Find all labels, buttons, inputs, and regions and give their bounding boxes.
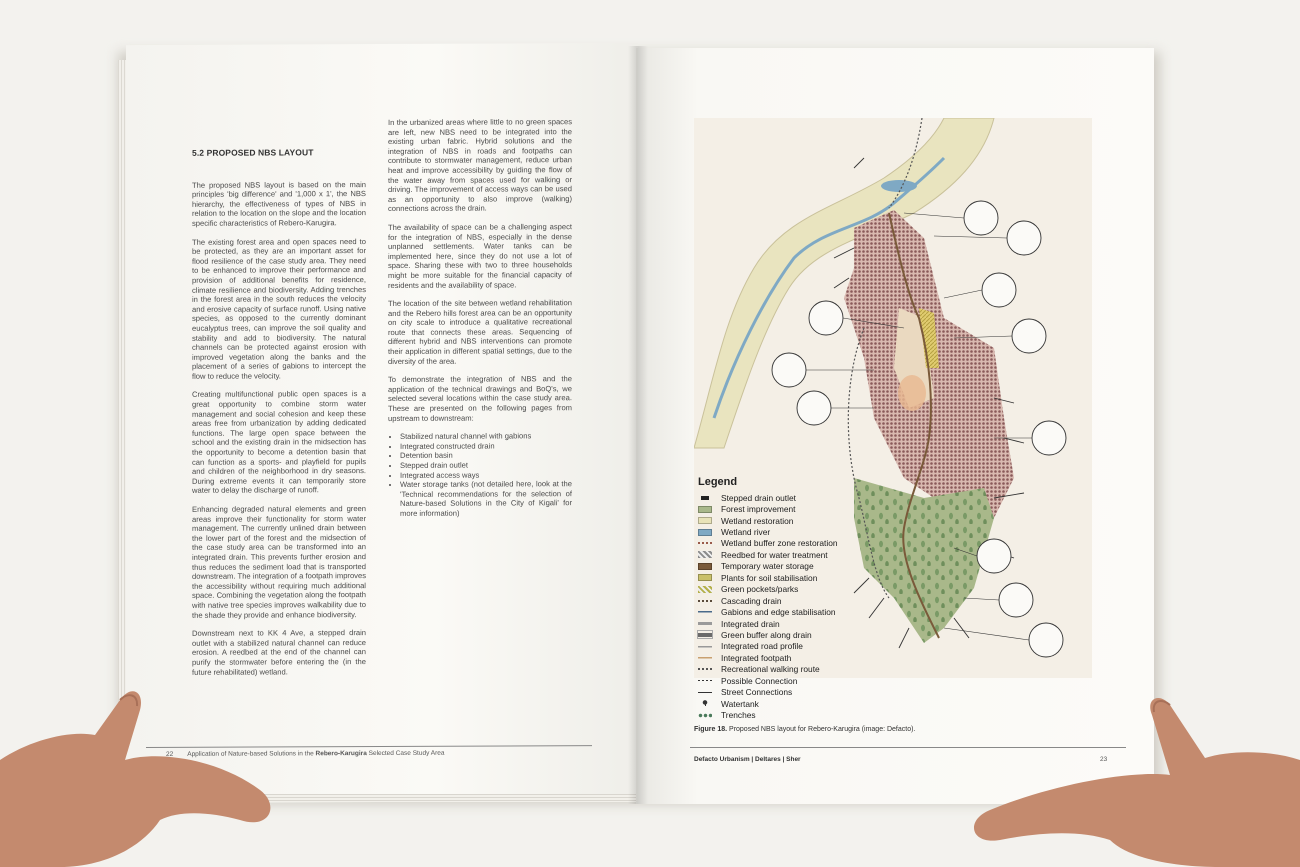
paragraph: Downstream next to KK 4 Ave, a stepped drain outlet with a stabilized natural channel can reduce erosion. A reedbed at the end of the channel can purify the stormwater before entering the (in the future rehabilitated) wetland.	[192, 628, 366, 677]
legend-item	[698, 709, 888, 720]
legend-swatch	[698, 597, 712, 604]
legend-swatch	[698, 700, 712, 707]
wetland-pond	[881, 180, 917, 192]
legend-label: Plants for soil stabilisation	[721, 572, 818, 583]
legend-item	[698, 629, 888, 640]
legend-label: Wetland river	[721, 527, 771, 538]
list-item: • Integrated constructed drain	[400, 441, 572, 451]
legend-swatch	[698, 666, 712, 673]
legend-item	[698, 549, 888, 560]
legend-item	[698, 698, 888, 709]
legend-swatch	[698, 677, 712, 684]
footer-text: Selected Case Study Area	[366, 749, 445, 758]
legend-title: Legend	[698, 476, 738, 488]
legend-label: Street Connections	[721, 687, 793, 698]
legend-label: Integrated road profile	[721, 641, 803, 652]
legend-swatch	[698, 620, 712, 627]
legend-swatch	[698, 529, 712, 536]
legend-swatch	[698, 494, 712, 501]
legend-label: Reedbed for water treatment	[721, 549, 828, 560]
legend-label: Wetland restoration	[721, 515, 794, 526]
legend-swatch	[698, 586, 712, 593]
legend-item	[698, 515, 888, 526]
legend-swatch	[698, 654, 712, 661]
legend-label: Green pockets/parks	[721, 584, 799, 595]
paragraph: Enhancing degraded natural elements and green areas improve their functionality for storm water management. The currently unlined drain between the lower part of the forest and the midsection of the case study area can be transformed into an integrated drain. This prevents further erosion and thus reduces the sediment load that is transported downstream. The integration of a footpath improves the accessibility without requiring much additional space. Combining the vegetation along the footpath with native tree species improves walkability due to the shade they provide and enhance biodiversity.	[192, 504, 366, 620]
paragraph: The location of the site between wetland rehabilitation and the Rebero hills forest area can be an opportunity on city scale to introduce a qualitative recreational route that connects these areas. Sequencing of different hybrid and NBS interventions can promote their application in different spatial settings, due to the diversity of the area.	[388, 298, 572, 366]
location-list	[388, 431, 572, 518]
legend-item	[698, 538, 888, 549]
legend-label: Stepped drain outlet	[721, 492, 796, 503]
legend-label: Watertank	[721, 698, 759, 709]
legend-label: Green buffer along drain	[721, 629, 812, 640]
legend-item	[698, 618, 888, 629]
list-item: • Water storage tanks (not detailed here, look at the 'Technical recommendations for the selection of Nature-based Solutions in the City of Kigali' for more information)	[400, 479, 572, 518]
page-number: 22	[166, 750, 174, 758]
legend-label: Possible Connection	[721, 675, 798, 686]
page-number: 23	[1100, 756, 1108, 763]
left-hand	[0, 680, 300, 867]
legend-swatch	[698, 551, 712, 558]
list-item: • Detention basin	[400, 451, 572, 461]
list-item: • Integrated access ways	[400, 470, 572, 480]
legend-item	[698, 572, 888, 583]
list-item: • Stepped drain outlet	[400, 460, 572, 470]
legend-swatch	[698, 609, 712, 616]
legend-item	[698, 675, 888, 686]
text-column-2	[388, 117, 572, 518]
map-legend	[698, 476, 888, 721]
legend-item	[698, 595, 888, 606]
legend-item	[698, 584, 888, 595]
legend-swatch	[698, 631, 712, 638]
footer-bold: Rebero-Karugira	[315, 750, 367, 758]
legend-label: Wetland buffer zone restoration	[721, 538, 838, 549]
paragraph: To demonstrate the integration of NBS and the application of the technical drawings and BoQ's, we selected several locations within the case study area. These are presented on the following pages from upstream to downstream:	[388, 374, 572, 423]
paragraph: In the urbanized areas where little to no green spaces are left, new NBS need to be integrated into the existing urban fabric. Hybrid solutions and the integration of NBS in roads and footpaths can contribute to stormwater management, reduce urban heat and improve accessibility by guiding the flow of the water away from spaces used for walking or driving. The improvement of access ways can be used as an opportunity to also improve (walking) connections across the drain.	[388, 117, 572, 214]
text-column-1	[192, 148, 366, 686]
legend-item	[698, 641, 888, 652]
right-footer: Defacto Urbanism | Deltares | Sher	[694, 756, 801, 763]
legend-label: Cascading drain	[721, 595, 782, 606]
legend-item	[698, 492, 888, 503]
legend-item	[698, 606, 888, 617]
list-item: • Stabilized natural channel with gabions	[400, 431, 572, 441]
legend-item	[698, 664, 888, 675]
caption-text: Proposed NBS layout for Rebero-Karugira (image: Defacto).	[727, 726, 916, 733]
legend-swatch	[698, 563, 712, 570]
book-gutter	[628, 46, 648, 804]
detention-basin	[898, 375, 926, 411]
right-hand	[960, 690, 1300, 867]
paragraph: The existing forest area and open spaces need to be protected, as they are an important asset for flood resilience of the case study area. They need to be enhanced to improve their performance and provision of additional benefits for residence, climate resilience and biodiversity. Adding trenches in the forest area in the south reduces the velocity and erosive capacity of surface runoff. Using native species, as opposed to the currently dominant eucalyptus trees, can improve the soil quality and stability and add to biodiversity. The natural channels can be protected against erosion with improved vegetation along the banks and the placement of a series of gabions to intercept the flow to reduce the velocity.	[192, 236, 366, 381]
legend-item	[698, 526, 888, 537]
legend-swatch	[698, 643, 712, 650]
legend-label: Recreational walking route	[721, 664, 820, 675]
legend-item	[698, 652, 888, 663]
legend-label: Integrated drain	[721, 618, 780, 629]
legend-swatch	[698, 712, 712, 719]
footer-text: Application of Nature-based Solutions in the	[187, 750, 316, 758]
legend-label: Gabions and edge stabilisation	[721, 607, 836, 618]
figure-caption	[694, 726, 915, 733]
legend-swatch	[698, 506, 712, 513]
legend-label: Forest improvement	[721, 504, 796, 515]
paragraph: The availability of space can be a challenging aspect for the integration of NBS, especially in the dense unplanned settlements. Water tanks can be implemented here, since they do not use a lot of space. Sharing these with two to three households might be more suitable for the financial capacity of residents and the availability of space.	[388, 222, 572, 290]
paragraph: The proposed NBS layout is based on the main principles 'big difference' and '1,000 x 1', the NBS hierarchy, the effectiveness of types of NBS in relation to the location on the slope and the location specific characteristics of Rebero-Karugira.	[192, 179, 366, 228]
legend-item	[698, 686, 888, 697]
legend-items	[698, 492, 888, 721]
legend-swatch	[698, 540, 712, 547]
legend-swatch	[698, 517, 712, 524]
caption-label: Figure 18.	[694, 726, 728, 733]
legend-label: Trenches	[721, 710, 756, 721]
legend-swatch	[698, 574, 712, 581]
paragraph: Creating multifunctional public open spaces is a great opportunity to combine storm water management and social cohesion and keep these areas free from urbanization by adding dedicated functions. The large open space between the school and the existing drain in the midsection has the opportunity to become a detention basin that can function as a sports- and playfield for pupils and children of the neighborhood in dry seasons. During extreme events it can temporarily store water to delay the discharge of runoff.	[192, 389, 366, 496]
legend-swatch	[698, 689, 712, 696]
legend-label: Integrated footpath	[721, 652, 792, 663]
legend-item	[698, 561, 888, 572]
section-heading: 5.2 PROPOSED NBS LAYOUT	[192, 147, 314, 158]
legend-label: Temporary water storage	[721, 561, 814, 572]
legend-item	[698, 503, 888, 514]
